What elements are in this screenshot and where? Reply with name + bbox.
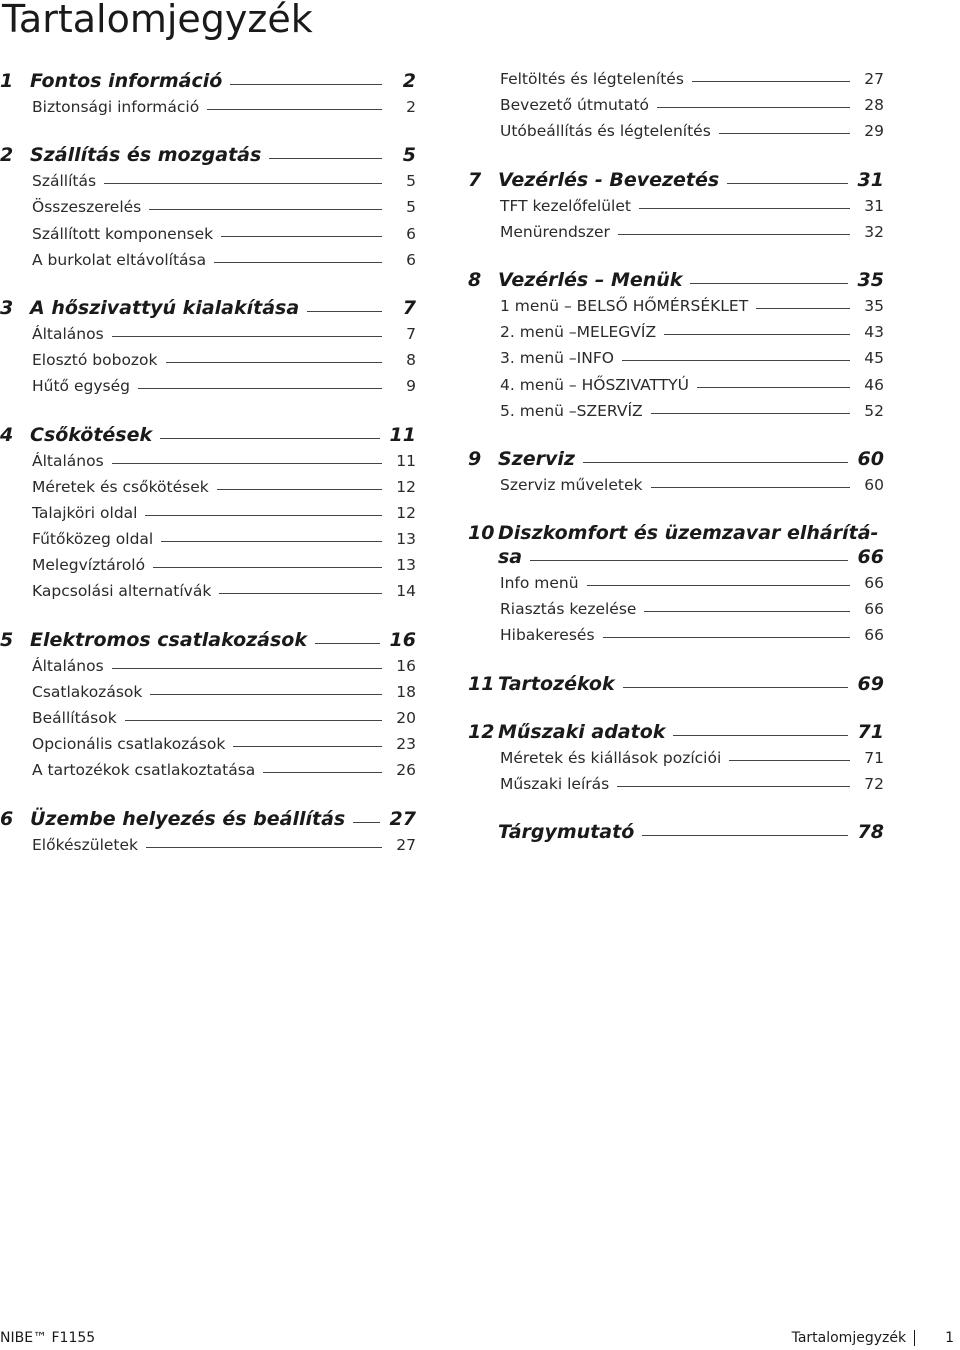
dot-leader (651, 413, 850, 414)
dot-leader (651, 487, 851, 488)
toc-chapter-entry[interactable] (468, 522, 884, 574)
dot-leader (583, 462, 848, 463)
chapter-title: Műszaki adatok (498, 720, 666, 743)
dot-leader (166, 362, 382, 363)
dot-leader (150, 694, 382, 695)
chapter-number: 9 (468, 447, 482, 470)
toc-section-entry[interactable] (468, 574, 884, 600)
dot-leader (664, 334, 850, 335)
chapter-text-wrap (498, 673, 858, 695)
toc-chapter-entry[interactable] (0, 297, 416, 325)
chapter-page-number: 71 (857, 720, 884, 743)
toc-section-entry[interactable] (468, 376, 884, 402)
dot-leader (149, 209, 382, 210)
dot-leader (217, 489, 382, 490)
section-page-number: 66 (864, 574, 884, 593)
dot-leader (644, 611, 850, 612)
toc-section-entry[interactable] (0, 683, 416, 709)
section-page-number: 13 (396, 530, 416, 549)
section-title: Általános (32, 656, 104, 675)
dot-leader (233, 746, 382, 747)
chapter-text-wrap (498, 721, 858, 743)
section-page-number: 60 (864, 475, 884, 494)
toc-chapter-entry[interactable] (0, 808, 416, 836)
chapter-text-wrap (30, 629, 390, 651)
toc-chapter-entry[interactable] (0, 424, 416, 452)
section-page-number: 12 (396, 503, 416, 522)
chapter-page-number: 11 (389, 423, 416, 446)
section-title: Menürendszer (500, 222, 610, 241)
toc-section-entry[interactable] (468, 297, 884, 323)
section-page-number: 66 (864, 626, 884, 645)
dot-leader (221, 236, 382, 237)
page-title: Tartalomjegyzék (2, 0, 313, 41)
chapter-page-number: 2 (402, 70, 416, 92)
section-title: Szerviz műveletek (500, 475, 643, 494)
toc-section-entry[interactable] (0, 377, 416, 403)
chapter-number: 11 (468, 672, 495, 695)
section-title: Kapcsolási alternatívák (32, 582, 212, 601)
section-page-number: 6 (406, 224, 416, 243)
toc-section-entry[interactable] (468, 626, 884, 652)
dot-leader (112, 463, 382, 464)
chapter-page-number: 7 (402, 296, 416, 319)
toc-section-entry[interactable] (0, 582, 416, 608)
section-title: Általános (32, 324, 104, 343)
section-page-number: 9 (406, 377, 416, 396)
section-title: Riasztás kezelése (500, 600, 637, 619)
footer-section-title: Tartalomjegyzék (791, 1330, 907, 1346)
toc-section-entry[interactable] (468, 349, 884, 375)
chapter-number: 12 (468, 720, 495, 743)
toc-chapter-entry[interactable] (468, 448, 884, 476)
section-page-number: 5 (406, 172, 416, 191)
section-title: Fűtőközeg oldal (32, 530, 154, 549)
section-title: Elosztó bobozok (32, 351, 158, 370)
chapter-number: 5 (0, 628, 14, 651)
toc-section-entry[interactable] (0, 504, 416, 530)
chapter-text-wrap (30, 424, 390, 446)
section-page-number: 66 (864, 600, 884, 619)
section-title: 1 menü – BELSŐ HŐMÉRSÉKLET (500, 296, 749, 315)
section-page-number: 43 (864, 323, 884, 342)
chapter-page-number: 16 (389, 628, 416, 651)
section-title: Előkészületek (32, 835, 139, 854)
dot-leader (145, 515, 382, 516)
section-page-number: 2 (406, 98, 416, 116)
chapter-number: 4 (0, 423, 14, 446)
section-title: Talajköri oldal (32, 503, 138, 522)
footer-separator (914, 1330, 915, 1346)
chapter-number: 8 (468, 268, 482, 291)
section-title: Általános (32, 451, 104, 470)
chapter-page-number: 27 (389, 807, 416, 830)
section-title: Méretek és csőkötések (32, 477, 209, 496)
toc-right-column (468, 70, 884, 849)
section-title: Hűtő egység (32, 377, 130, 396)
chapter-title: Tartozékok (498, 672, 615, 695)
chapter-number: 1 (0, 70, 14, 92)
toc-section-entry[interactable] (0, 735, 416, 761)
footer-page-number: 1 (945, 1330, 954, 1346)
chapter-title: Szállítás és mozgatás (30, 144, 262, 167)
toc-chapter-entry[interactable] (468, 721, 884, 749)
dot-leader (214, 262, 382, 263)
section-page-number: 13 (396, 556, 416, 575)
section-page-number: 52 (864, 401, 884, 420)
dot-leader (657, 107, 850, 108)
dot-leader (673, 735, 847, 736)
chapter-title: Elektromos csatlakozások (30, 628, 307, 651)
toc-section-entry[interactable] (0, 452, 416, 478)
dot-leader (230, 84, 382, 85)
chapter-page-number: 69 (857, 672, 884, 695)
section-title: Összeszerelés (32, 198, 142, 217)
section-page-number: 27 (396, 835, 416, 854)
dot-leader (146, 847, 382, 848)
chapter-text-wrap (498, 546, 858, 568)
section-title: Feltöltés és légtelenítés (500, 70, 684, 88)
section-title: Szállítás (32, 172, 97, 191)
section-page-number: 26 (396, 761, 416, 780)
section-page-number: 29 (864, 122, 884, 141)
toc-section-entry[interactable] (468, 775, 884, 801)
toc-chapter-entry[interactable] (468, 821, 884, 849)
section-title: Csatlakozások (32, 682, 143, 701)
section-title: Műszaki leírás (500, 774, 610, 793)
dot-leader (125, 720, 382, 721)
toc-section-entry[interactable] (468, 323, 884, 349)
chapter-title: Vezérlés - Bevezetés (498, 168, 720, 191)
section-title: Opcionális csatlakozások (32, 735, 226, 754)
chapter-text-wrap (498, 821, 858, 843)
dot-leader (697, 387, 850, 388)
dot-leader (161, 541, 382, 542)
toc-section-entry[interactable] (468, 70, 884, 96)
toc-section-entry[interactable] (0, 761, 416, 787)
dot-leader (219, 593, 382, 594)
toc-section-entry[interactable] (0, 225, 416, 251)
section-page-number: 32 (864, 222, 884, 241)
section-title: Hibakeresés (500, 626, 595, 645)
dot-leader (207, 109, 382, 110)
toc-section-entry[interactable] (0, 251, 416, 277)
section-title: Melegvíztároló (32, 556, 146, 575)
toc-section-entry[interactable] (468, 96, 884, 122)
chapter-page-number: 31 (857, 168, 884, 191)
section-page-number: 71 (864, 748, 884, 767)
toc-chapter-entry[interactable] (0, 629, 416, 657)
section-page-number: 20 (396, 709, 416, 727)
chapter-number: 10 (468, 522, 495, 545)
dot-leader (263, 772, 382, 773)
chapter-title-line-2 (468, 546, 884, 574)
dot-leader (622, 360, 850, 361)
dot-leader (690, 283, 847, 284)
chapter-text-wrap (30, 297, 392, 319)
chapter-page-number: 66 (857, 546, 884, 569)
section-title: 5. menü –SZERVÍZ (500, 401, 643, 420)
section-title: A tartozékok csatlakoztatása (32, 761, 256, 780)
dot-leader (160, 438, 379, 439)
section-page-number: 16 (396, 656, 416, 675)
dot-leader (307, 311, 382, 312)
dot-leader (618, 234, 850, 235)
chapter-text-wrap (30, 144, 392, 166)
chapter-title: Vezérlés – Menük (498, 268, 683, 291)
dot-leader (603, 637, 850, 638)
page-footer (0, 1330, 960, 1350)
dot-leader (269, 158, 382, 159)
chapter-title: Üzembe helyezés és beállítás (30, 807, 346, 830)
dot-leader (104, 183, 382, 184)
chapter-title: Szerviz (498, 447, 575, 470)
chapter-title: Diszkomfort és üzemzavar elhárítá- (498, 522, 879, 545)
section-page-number: 14 (396, 582, 416, 601)
chapter-page-number: 5 (402, 144, 416, 167)
section-page-number: 46 (864, 375, 884, 394)
section-title: 3. menü –INFO (500, 349, 614, 368)
toc-section-entry[interactable] (0, 478, 416, 504)
dot-leader (112, 336, 382, 337)
toc-section-entry[interactable] (0, 172, 416, 198)
section-title: Biztonsági információ (32, 98, 200, 116)
section-page-number: 8 (406, 351, 416, 370)
toc-section-entry[interactable] (468, 197, 884, 223)
dot-leader (617, 786, 850, 787)
toc-chapter-entry[interactable] (0, 144, 416, 172)
dot-leader (587, 585, 850, 586)
dot-leader (623, 687, 848, 688)
dot-leader (530, 560, 847, 561)
section-title: A burkolat eltávolítása (32, 250, 207, 269)
toc-section-entry[interactable] (0, 836, 416, 862)
chapter-text-wrap (30, 70, 392, 92)
section-page-number: 28 (864, 96, 884, 115)
toc-section-entry[interactable] (0, 351, 416, 377)
chapter-title: Csőkötések (30, 423, 153, 446)
section-page-number: 7 (406, 324, 416, 343)
toc-chapter-entry[interactable] (0, 70, 416, 98)
dot-leader (692, 81, 850, 82)
chapter-number: 3 (0, 296, 14, 319)
section-title: Szállított komponensek (32, 224, 214, 243)
section-title: Beállítások (32, 709, 117, 727)
chapter-text-wrap (498, 269, 858, 291)
toc-chapter-entry[interactable] (468, 673, 884, 701)
toc-section-entry[interactable] (0, 325, 416, 351)
dot-leader (112, 668, 382, 669)
chapter-text-wrap (498, 169, 858, 191)
dot-leader (639, 208, 850, 209)
chapter-title: Fontos információ (30, 70, 223, 92)
section-page-number: 35 (864, 296, 884, 315)
section-page-number: 45 (864, 349, 884, 368)
section-page-number: 12 (396, 477, 416, 496)
toc-section-entry[interactable] (468, 122, 884, 148)
dot-leader (138, 388, 382, 389)
dot-leader (642, 835, 847, 836)
dot-leader (719, 133, 850, 134)
chapter-number: 7 (468, 168, 482, 191)
section-page-number: 11 (396, 451, 416, 470)
toc-section-entry[interactable] (0, 709, 416, 735)
chapter-title: A hőszivattyú kialakítása (30, 296, 300, 319)
chapter-page-number: 60 (857, 447, 884, 470)
dot-leader (315, 643, 380, 644)
toc-section-entry[interactable] (468, 223, 884, 249)
chapter-text-wrap (498, 448, 858, 470)
toc-section-entry[interactable] (468, 749, 884, 775)
toc-chapter-entry[interactable] (468, 169, 884, 197)
chapter-number: 2 (0, 144, 14, 167)
section-title: 4. menü – HŐSZIVATTYÚ (500, 375, 689, 394)
section-title: 2. menü –MELEGVÍZ (500, 323, 657, 342)
chapter-text-wrap (30, 808, 390, 830)
dot-leader (353, 822, 379, 823)
section-title: TFT kezelőfelület (500, 196, 631, 215)
toc-chapter-entry[interactable] (468, 269, 884, 297)
section-page-number: 18 (396, 682, 416, 701)
chapter-number: 6 (0, 807, 14, 830)
dot-leader (153, 567, 382, 568)
chapter-title: Tárgymutató (498, 821, 635, 843)
section-title: Utóbeállítás és légtelenítés (500, 122, 711, 141)
section-title: Méretek és kiállások pozíciói (500, 748, 722, 767)
chapter-page-number: 35 (857, 268, 884, 291)
toc-section-entry[interactable] (0, 98, 416, 124)
toc-section-entry[interactable] (0, 198, 416, 224)
footer-product: NIBE™ F1155 (0, 1330, 96, 1346)
footer-right (792, 1330, 954, 1346)
toc-section-entry[interactable] (0, 657, 416, 683)
toc-section-entry[interactable] (468, 402, 884, 428)
section-title: Info menü (500, 574, 579, 593)
toc-section-entry[interactable] (0, 556, 416, 582)
section-page-number: 31 (864, 196, 884, 215)
section-page-number: 23 (396, 735, 416, 754)
toc-section-entry[interactable] (468, 476, 884, 502)
dot-leader (729, 760, 850, 761)
chapter-title-continued: sa (498, 546, 523, 569)
dot-leader (756, 308, 850, 309)
section-title: Bevezető útmutató (500, 96, 649, 115)
chapter-title-line-1 (468, 522, 884, 546)
chapter-page-number: 78 (857, 821, 884, 843)
dot-leader (727, 183, 847, 184)
section-page-number: 27 (864, 70, 884, 88)
section-page-number: 6 (406, 250, 416, 269)
section-page-number: 5 (406, 198, 416, 217)
toc-section-entry[interactable] (468, 600, 884, 626)
toc-left-column (0, 70, 416, 862)
section-page-number: 72 (864, 774, 884, 793)
toc-section-entry[interactable] (0, 530, 416, 556)
